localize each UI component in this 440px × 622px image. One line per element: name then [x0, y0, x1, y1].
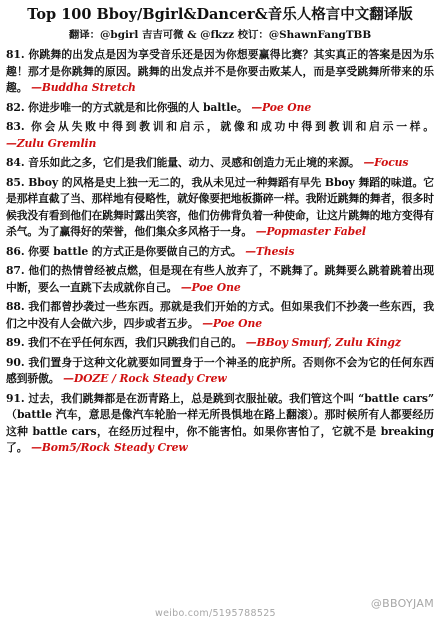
quote-attribution: —Thesis: [245, 244, 295, 258]
quote-number: 91.: [6, 391, 25, 405]
quote-text: 过去，我们跳舞都是在沥青路上，总是跳到衣服扯破。我们管这个叫 “battle cars” （battle 汽车，意思是像汽车轮胎一样无所畏惧地在路上翻滚）。那时候所有人都要经历这种 battle cars，在经历过程中，你不能害怕。如果你害怕了，它就不是 breaking 了。: [6, 391, 434, 454]
translation-credits: 翻译：@bgirl 吉吉可微 & @fkzz 校订：@ShawnFangTBB: [68, 29, 372, 41]
quote-number: 81.: [6, 48, 25, 61]
quote-81: [6, 47, 434, 97]
quote-84: [6, 155, 434, 172]
quote-attribution: —Poe One: [251, 100, 312, 114]
quote-text: 音乐如此之多，它们是我们能量、动力、灵感和创造力无止境的来源。: [28, 156, 360, 169]
quote-attribution: —Popmaster Fabel: [255, 225, 366, 238]
quote-text: 我们置身于这种文化就要如同置身于一个神圣的庇护所。否则你不会为它的任何东西感到骄傲。: [6, 355, 434, 385]
quote-85: [6, 175, 434, 241]
bboyjam-watermark: @BBOYJAM: [370, 597, 434, 610]
quote-text: 我们不在乎任何东西，我们只跳我们自己的。: [28, 336, 243, 349]
page-title: Top 100 Bboy/Bgirl&Dancer&音乐人格言中文翻译版: [27, 6, 413, 23]
quote-90: [6, 355, 434, 388]
quote-86: [6, 244, 434, 261]
weibo-watermark: weibo.com/5195788525: [155, 608, 276, 619]
quote-text: 你进步唯一的方式就是和比你强的人 baltle。: [28, 100, 248, 114]
quote-text: 他们的热情曾经被点燃，但是现在有些人放弃了，不跳舞了。跳舞要么跳着跳着出现中断，要么一直跳下去成就你自己。: [6, 264, 434, 294]
quote-number: 86.: [6, 244, 25, 258]
quote-text: 你跳舞的出发点是因为享受音乐还是因为你想要赢得比赛？其实真正的答案是因为乐趣！那才是你跳舞的原因。跳舞的出发点并不是你要击败某人，而是享受跳舞所带来的乐趣。: [6, 48, 434, 94]
quote-87: [6, 263, 434, 296]
quote-number: 90.: [6, 355, 25, 369]
quote-89: [6, 335, 434, 352]
quote-attribution: —Poe One: [202, 316, 262, 330]
quote-attribution: —Bom5/Rock Steady Crew: [31, 441, 188, 454]
quote-number: 89.: [6, 336, 25, 349]
quote-82: [6, 100, 434, 117]
quote-text: 你要 battle 的方式正是你要做自己的方式。: [28, 244, 242, 258]
quote-attribution: —DOZE / Rock Steady Crew: [63, 372, 227, 385]
quote-text: Bboy 的风格是史上独一无二的，我从未见过一种舞蹈有早先 Bboy 舞蹈的味道。它是那样直截了当、那样地有侵略性，就好像要把地板撕碎一样。我附近跳舞的舞者，很多时候我没有看到他们在跳舞时露出笑容，他们仿佛背负着一种使命，让这片跳舞的地方变得有杀气。为了赢得好的荣誉，他们集众多风格于一身。: [6, 175, 434, 238]
quote-attribution: —Buddha Stretch: [31, 81, 136, 94]
quote-number: 84.: [6, 156, 25, 169]
quote-text: 我们都曾抄袭过一些东西。那就是我们开始的方式。但如果我们不抄袭一些东西，我们之中没有人会做六步，四步或者五步。: [6, 300, 434, 330]
quote-attribution: —BBoy Smurf, Zulu Kingz: [245, 336, 401, 349]
quote-88: [6, 299, 434, 332]
quote-attribution: —Zulu Gremlin: [6, 136, 97, 150]
quote-number: 85.: [6, 175, 25, 189]
quote-number: 82.: [6, 100, 25, 114]
quote-number: 88.: [6, 300, 25, 313]
quote-number: 83.: [6, 120, 25, 133]
quote-91: [6, 391, 434, 457]
quote-text: 你会从失败中得到教训和启示，就像和成功中得到教训和启示一样。: [30, 120, 434, 133]
quote-attribution: —Poe One: [180, 280, 241, 294]
quote-83: [6, 119, 434, 152]
quote-number: 87.: [6, 264, 25, 277]
quote-attribution: —Focus: [363, 156, 409, 169]
